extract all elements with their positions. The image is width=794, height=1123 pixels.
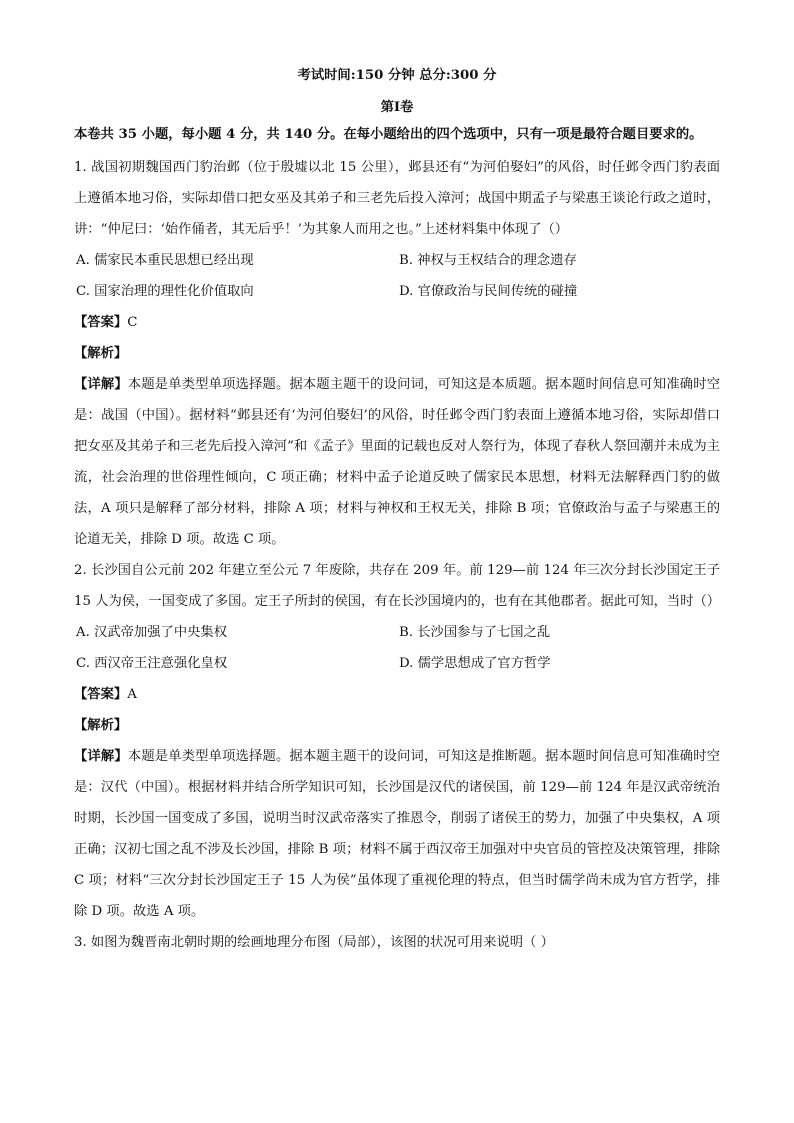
question-1-answer <box>74 307 720 338</box>
question-1-options-row-1 <box>74 245 720 276</box>
question-2-option-c: C. 西汉帝王注意强化皇权 <box>76 656 228 671</box>
question-1-option-c: C. 国家治理的理性化价值取向 <box>76 284 254 299</box>
question-1 <box>74 152 720 555</box>
question-3 <box>74 927 720 958</box>
question-2-analysis-tag: 【解析】 <box>74 718 128 733</box>
detail-text: 本题是单类型单项选择题。据本题主题干的设问词，可知这是推断题。据本题时间信息可知准确时空是：汉代（中国）。根据材料并结合所学知识可知，长沙国是汉代的诸侯国，前 129—前 124 年是汉武帝统治时期，长沙国一国变成了多国，说明当时汉武帝落实了推恩令，削弱了诸侯王的势力，加强了中央集权，A 项正确；汉初七国之乱不涉及长沙国，排除 B 项；材料不属于西汉帝王加强对中央官员的管控及决策管理，排除 C 项；材料“三次分封长沙国定王子 15 人为侯”虽体现了重视伦理的特点，但当时儒学尚未成为官方哲学，排除 D 项。故选 A 项。 <box>74 749 721 919</box>
question-2-detail <box>74 741 720 927</box>
question-2 <box>74 555 720 927</box>
answer-value: A <box>127 687 137 702</box>
question-1-detail <box>74 369 720 555</box>
question-2-options-row-2 <box>74 648 720 679</box>
question-2-options-row-1 <box>74 617 720 648</box>
answer-value: C <box>127 315 138 330</box>
question-2-option-b: B. 长沙国参与了七国之乱 <box>399 625 551 640</box>
section-instruction: 本卷共 35 小题，每小题 4 分，共 140 分。在每小题给出的四个选项中，只有一项是最符合题目要求的。 <box>74 127 703 142</box>
question-2-option-a: A. 汉武帝加强了中央集权 <box>76 625 228 640</box>
question-2-option-d: D. 儒学思想成了官方哲学 <box>399 656 551 671</box>
question-1-analysis-tag: 【解析】 <box>74 346 128 361</box>
question-2-stem: 2. 长沙国自公元前 202 年建立至公元 7 年废除，共存在 209 年。前 129—前 124 年三次分封长沙国定王子 15 人为侯，一国变成了多国。定王子所封的侯国，有在长沙国境内的，也有在其他郡者。据此可知，当时（） <box>74 563 721 609</box>
answer-tag: 【答案】 <box>74 687 128 702</box>
question-2-answer <box>74 679 720 710</box>
exam-info: 考试时间:150 分钟 总分:300 分 <box>297 68 497 83</box>
question-1-option-d: D. 官僚政治与民间传统的碰撞 <box>399 284 578 299</box>
volume-title: 第Ⅰ卷 <box>380 100 414 115</box>
question-3-stem: 3. 如图为魏晋南北朝时期的绘画地理分布图（局部），该图的状况可用来说明（ ） <box>74 935 554 950</box>
detail-text: 本题是单类型单项选择题。据本题主题干的设问词，可知这是本质题。据本题时间信息可知准确时空是：战国（中国）。据材料“邺县还有‘为河伯娶妇’的风俗，时任邺令西门豹表面上遵循本地习俗，实际却借口把女巫及其弟子和三老先后投入漳河”和《孟子》里面的记载也反对人祭行为，体现了春秋人祭回潮并未成为主流，社会治理的世俗理性倾向，C 项正确；材料中孟子论道反映了儒家民本思想，材料无法解释西门豹的做法，A 项只是解释了部分材料，排除 A 项；材料与神权和王权无关，排除 B 项；官僚政治与孟子与梁惠王的论道无关，排除 D 项。故选 C 项。 <box>74 377 721 547</box>
question-1-options-row-2 <box>74 276 720 307</box>
question-1-option-b: B. 神权与王权结合的理念遗存 <box>399 253 577 268</box>
answer-tag: 【答案】 <box>74 315 128 330</box>
detail-tag: 【详解】 <box>74 749 128 764</box>
detail-tag: 【详解】 <box>74 377 128 392</box>
question-1-stem: 1. 战国初期魏国西门豹治邺（位于殷墟以北 15 公里），邺县还有“为河伯娶妇”的风俗，时任邺令西门豹表面上遵循本地习俗，实际却借口把女巫及其弟子和三老先后投入漳河；战国中期孟子与梁惠王谈论行政之道时，讲：“仲尼曰：‘始作俑者，其无后乎！’为其象人而用之也。”上述材料集中体现了（） <box>74 160 720 237</box>
question-1-option-a: A. 儒家民本重民思想已经出现 <box>76 253 254 268</box>
